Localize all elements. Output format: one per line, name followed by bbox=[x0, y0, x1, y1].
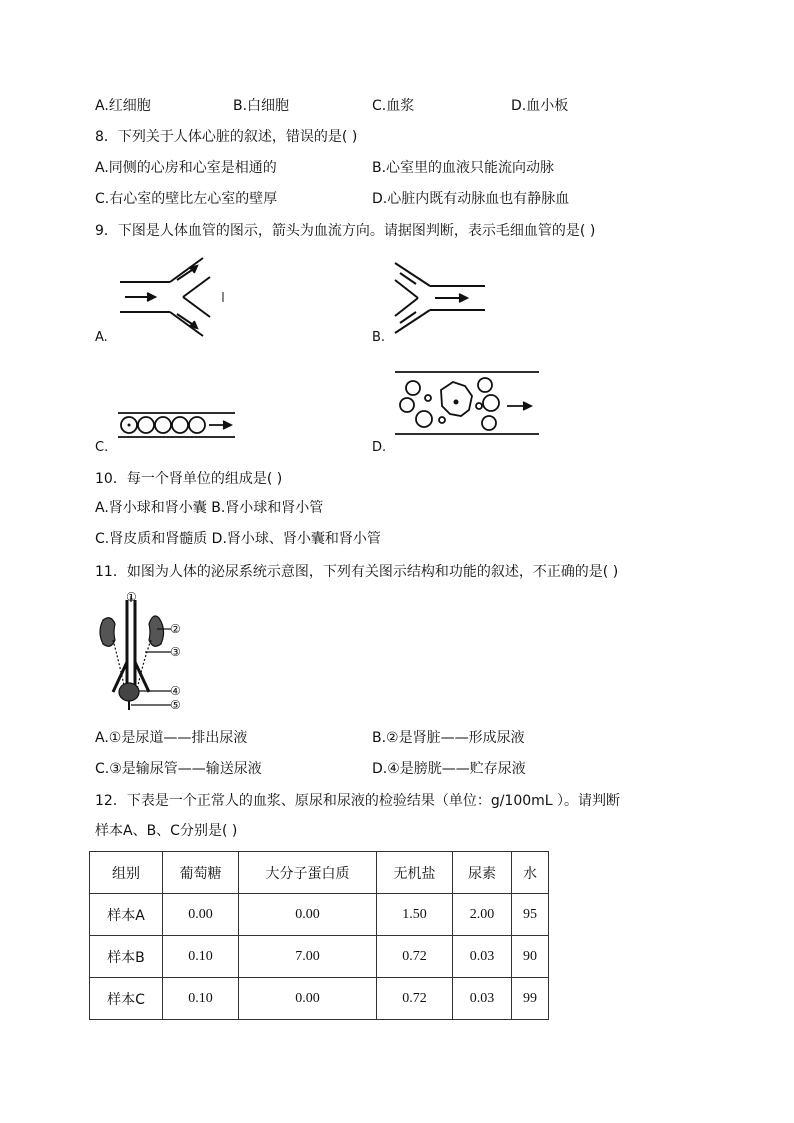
table-cell: 样本A bbox=[90, 894, 163, 936]
q12-stem-line2: 样本A、B、C分别是( ) bbox=[95, 823, 238, 839]
vessel-figure-b bbox=[390, 258, 490, 338]
vessel-figure-d bbox=[393, 368, 543, 440]
q11-option-b: B.②是肾脏——形成尿液 bbox=[372, 730, 525, 746]
table-header: 尿素 bbox=[453, 852, 512, 894]
table-cell: 样本C bbox=[90, 978, 163, 1020]
q7-option-a: A.红细胞 bbox=[95, 98, 151, 114]
table-cell: 0.00 bbox=[239, 978, 377, 1020]
urinary-marker-4: ④ bbox=[170, 684, 181, 698]
table-header: 大分子蛋白质 bbox=[239, 852, 377, 894]
q10-stem: 10．每一个肾单位的组成是( ) bbox=[95, 471, 283, 487]
q8-option-c: C.右心室的壁比左心室的壁厚 bbox=[95, 191, 278, 207]
table-cell: 0.72 bbox=[377, 978, 453, 1020]
table-cell: 样本B bbox=[90, 936, 163, 978]
urinary-marker-5: ⑤ bbox=[170, 698, 181, 712]
figure-label-d: D. bbox=[372, 440, 387, 455]
table-header: 水 bbox=[512, 852, 549, 894]
q8-option-d: D.心脏内既有动脉血也有静脉血 bbox=[372, 191, 570, 207]
table-header-row bbox=[90, 852, 549, 894]
table-cell: 0.00 bbox=[239, 894, 377, 936]
table-cell: 95 bbox=[512, 894, 549, 936]
q10-options-line1: A.肾小球和肾小囊 B.肾小球和肾小管 bbox=[95, 500, 324, 516]
q7-option-b: B.白细胞 bbox=[233, 98, 290, 114]
q10-options-line2: C.肾皮质和肾髓质 D.肾小球、肾小囊和肾小管 bbox=[95, 531, 381, 547]
table-cell: 90 bbox=[512, 936, 549, 978]
q9-stem: 9．下图是人体血管的图示，箭头为血流方向。请据图判断，表示毛细血管的是( ) bbox=[95, 223, 596, 239]
q11-stem: 11．如图为人体的泌尿系统示意图，下列有关图示结构和功能的叙述，不正确的是( ) bbox=[95, 564, 619, 580]
table-cell: 2.00 bbox=[453, 894, 512, 936]
urinary-marker-1: ① bbox=[126, 590, 137, 604]
table-cell: 0.03 bbox=[453, 936, 512, 978]
table-row bbox=[90, 978, 549, 1020]
table-cell: 0.10 bbox=[163, 936, 239, 978]
q11-option-a: A.①是尿道——排出尿液 bbox=[95, 730, 248, 746]
urinary-marker-3: ③ bbox=[170, 645, 181, 659]
table-header: 组别 bbox=[90, 852, 163, 894]
q7-option-c: C.血浆 bbox=[372, 98, 415, 114]
table-cell: 99 bbox=[512, 978, 549, 1020]
table-cell: 0.03 bbox=[453, 978, 512, 1020]
table-cell: 0.00 bbox=[163, 894, 239, 936]
figure-label-b: B. bbox=[372, 330, 386, 345]
table-row bbox=[90, 936, 549, 978]
vessel-figure-c bbox=[115, 408, 240, 442]
q8-option-b: B.心室里的血液只能流向动脉 bbox=[372, 160, 555, 176]
table-cell: 1.50 bbox=[377, 894, 453, 936]
q8-option-a: A.同侧的心房和心室是相通的 bbox=[95, 160, 277, 176]
table-header: 无机盐 bbox=[377, 852, 453, 894]
q12-stem-line1: 12．下表是一个正常人的血浆、原尿和尿液的检验结果（单位：g/100mL ）。请判断 bbox=[95, 793, 621, 809]
table-row bbox=[90, 894, 549, 936]
figure-label-a: A. bbox=[95, 330, 108, 345]
table-cell: 7.00 bbox=[239, 936, 377, 978]
table-cell: 0.72 bbox=[377, 936, 453, 978]
q7-option-d: D.血小板 bbox=[511, 98, 569, 114]
q8-stem: 8．下列关于人体心脏的叙述，错误的是( ) bbox=[95, 129, 358, 145]
table-cell: 0.10 bbox=[163, 978, 239, 1020]
vessel-figure-a bbox=[115, 252, 230, 342]
q11-option-d: D.④是膀胱——贮存尿液 bbox=[372, 761, 526, 777]
q11-option-c: C.③是输尿管——输送尿液 bbox=[95, 761, 262, 777]
test-results-table bbox=[89, 851, 549, 1020]
figure-label-c: C. bbox=[95, 440, 109, 455]
urinary-marker-2: ② bbox=[170, 622, 181, 636]
table-header: 葡萄糖 bbox=[163, 852, 239, 894]
